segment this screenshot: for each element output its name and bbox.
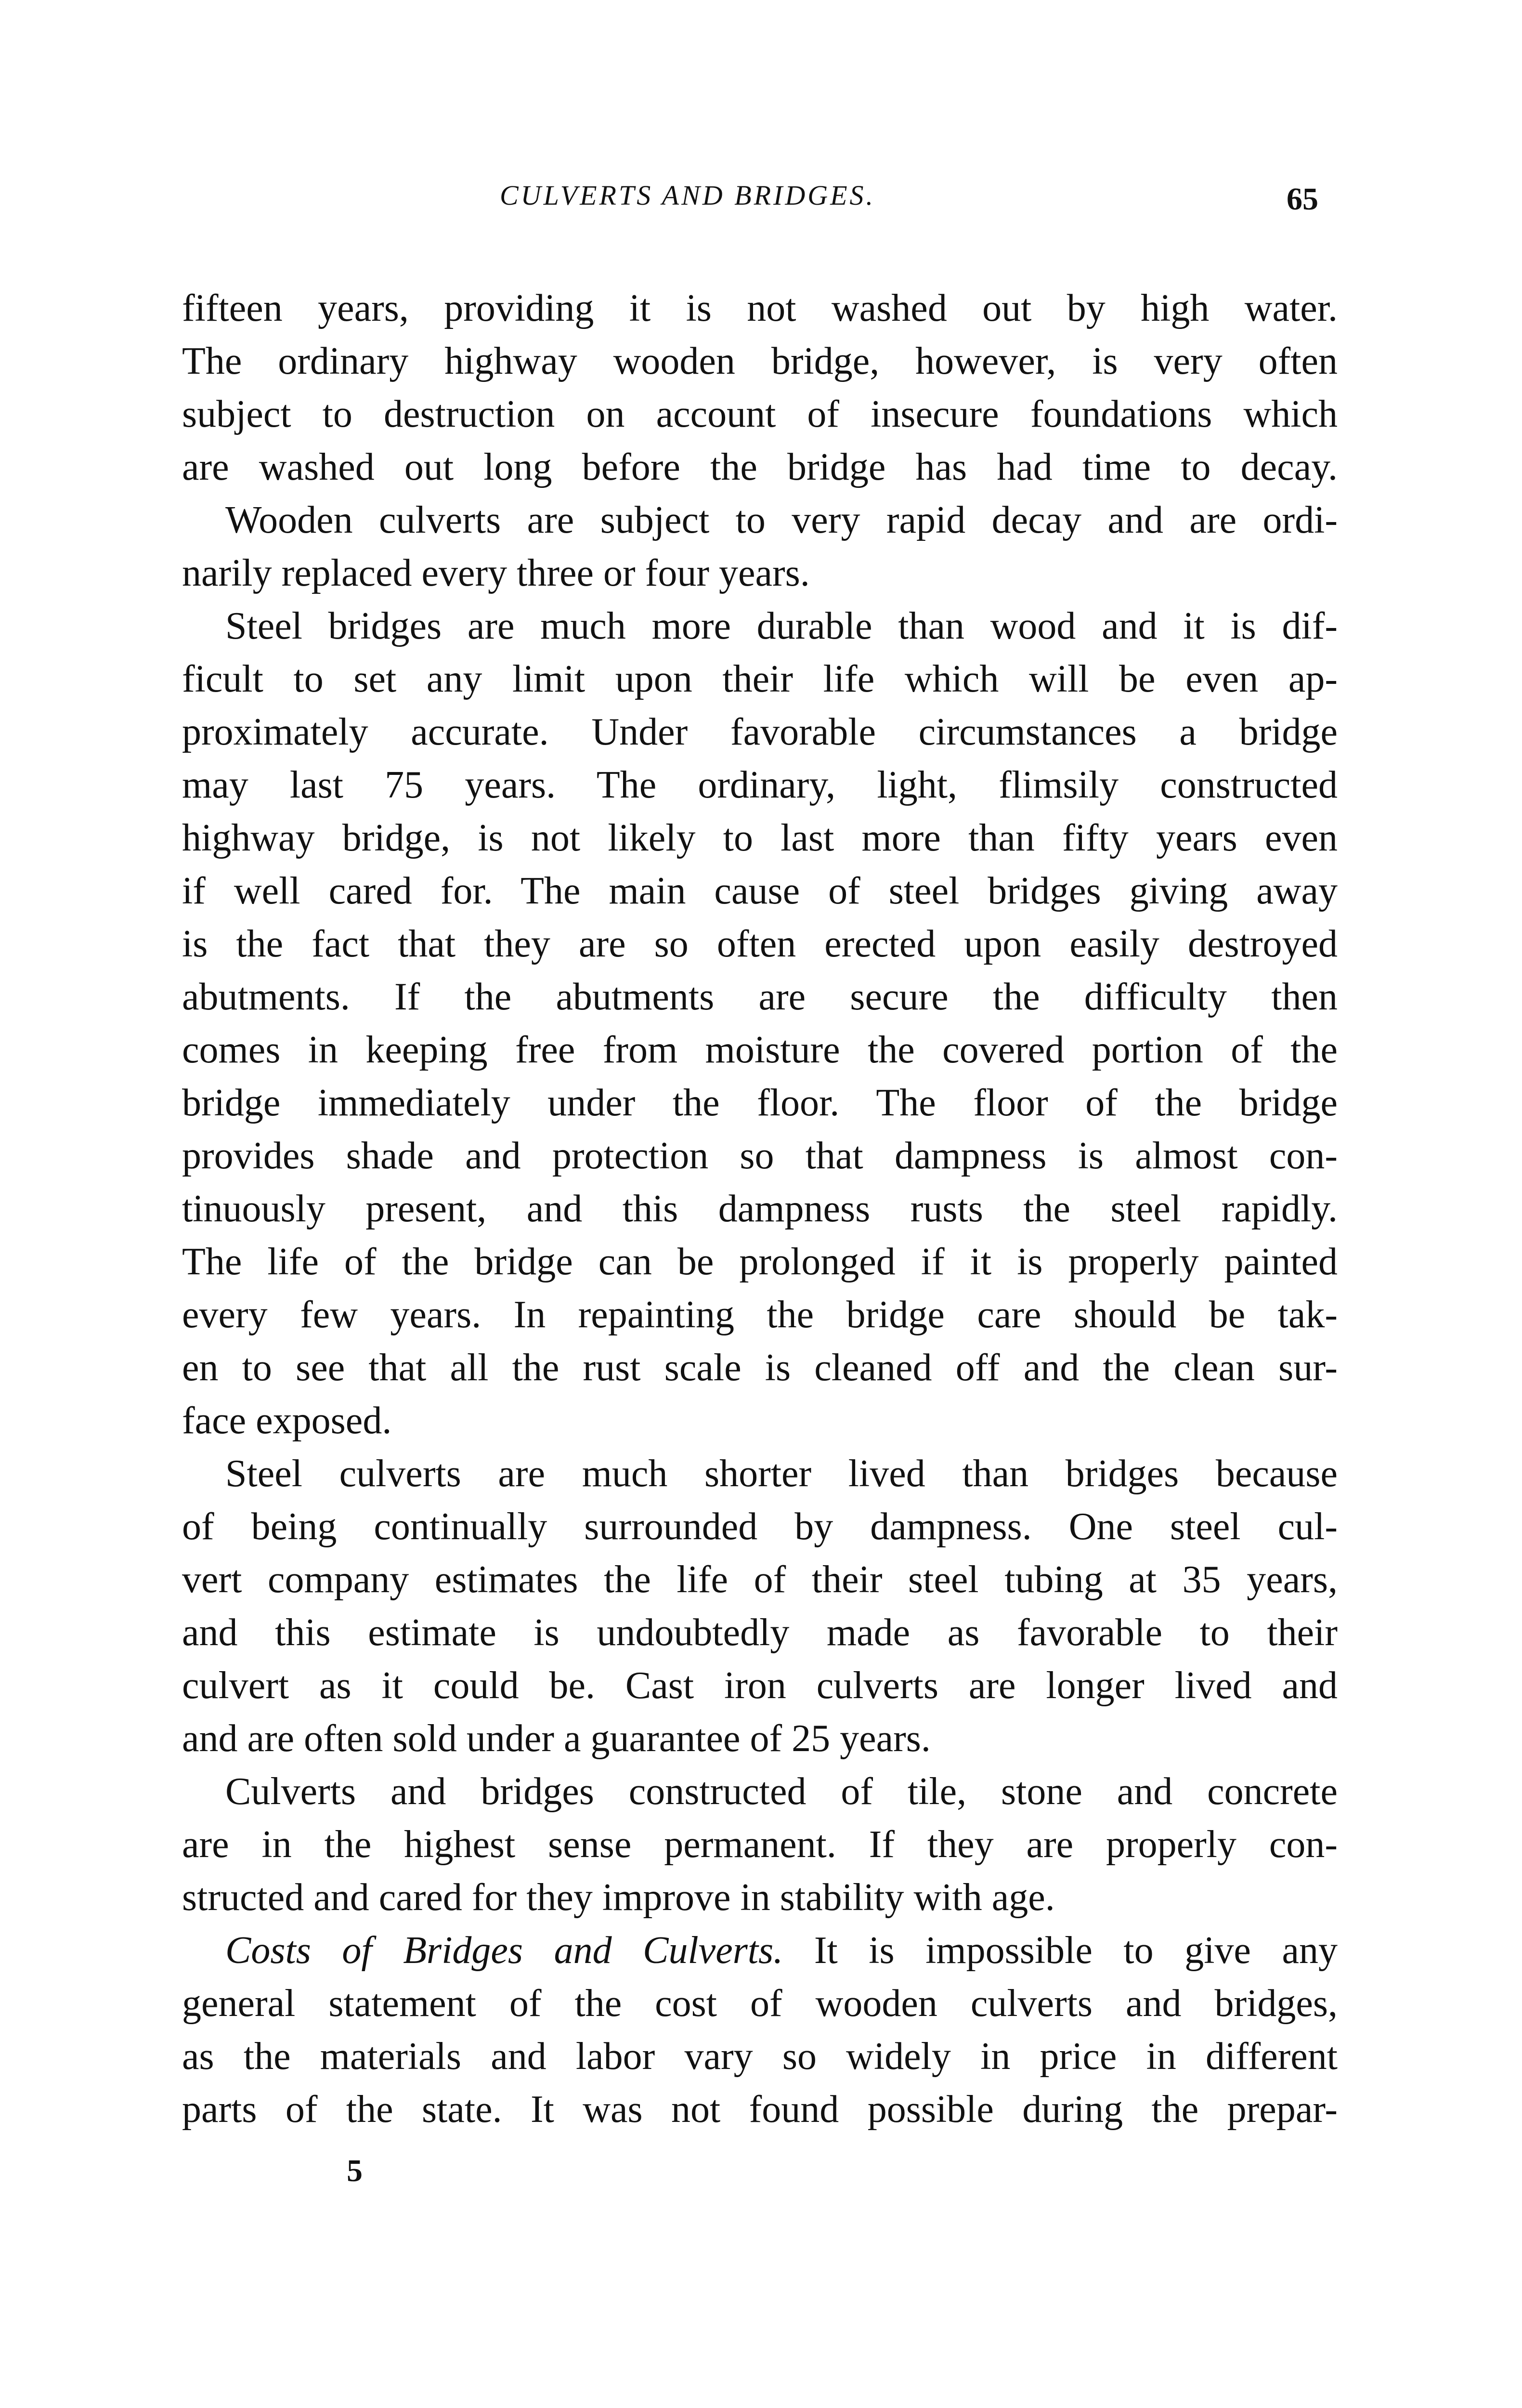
section-heading: Costs of Bridges and Culverts. — [225, 1929, 783, 1972]
text-line: and are often sold under a guarantee of 25 years. — [182, 1717, 931, 1760]
text-line: Culverts and bridges constructed of tile, stone and concrete — [225, 1770, 1338, 1813]
text-line: en to see that all the rust scale is cleaned off and the clean sur- — [182, 1347, 1338, 1389]
text-line: culvert as it could be. Cast iron culverts are longer lived and — [182, 1664, 1338, 1707]
running-title: CULVERTS AND BRIDGES. — [500, 180, 876, 211]
text-line: ficult to set any limit upon their life which will be even ap- — [182, 658, 1338, 700]
text-line: if well cared for. The main cause of steel bridges giving away — [182, 870, 1338, 912]
page-number: 65 — [1287, 182, 1318, 217]
text-line: may last 75 years. The ordinary, light, flimsily constructed — [182, 764, 1338, 806]
text-line: of being continually surrounded by dampness. One steel cul- — [182, 1505, 1338, 1548]
text-run: It is impossible to give any — [814, 1929, 1338, 1972]
text-line: parts of the state. It was not found possible during the prepar- — [182, 2088, 1338, 2131]
text-line: is the fact that they are so often erected upon easily destroyed — [182, 923, 1338, 965]
text-line: comes in keeping free from moisture the covered portion of the — [182, 1029, 1338, 1071]
text-line: provides shade and protection so that dampness is almost con- — [182, 1135, 1338, 1177]
text-line: The life of the bridge can be prolonged if it is properly painted — [182, 1241, 1338, 1283]
text-line: vert company estimates the life of their steel tubing at 35 years, — [182, 1558, 1338, 1601]
text-line: Steel culverts are much shorter lived than bridges because — [225, 1453, 1338, 1495]
text-line: abutments. If the abutments are secure the difficulty then — [182, 976, 1338, 1018]
text-line: fifteen years, providing it is not washed out by high water. — [182, 287, 1338, 329]
text-line: tinuously present, and this dampness rusts the steel rapidly. — [182, 1188, 1338, 1230]
text-line: and this estimate is undoubtedly made as favorable to their — [182, 1611, 1338, 1654]
text-line: The ordinary highway wooden bridge, however, is very often — [182, 340, 1338, 382]
text-line: as the materials and labor vary so widely in price in different — [182, 2035, 1338, 2078]
text-line: are in the highest sense permanent. If they are properly con- — [182, 1823, 1338, 1866]
text-line: subject to destruction on account of insecure foundations which — [182, 393, 1338, 435]
text-line: highway bridge, is not likely to last more than fifty years even — [182, 817, 1338, 859]
text-line: face exposed. — [182, 1400, 392, 1442]
text-line: bridge immediately under the floor. The floor of the bridge — [182, 1082, 1338, 1124]
text-line: general statement of the cost of wooden culverts and bridges, — [182, 1982, 1338, 2025]
text-line: Wooden culverts are subject to very rapid decay and are ordi- — [225, 499, 1338, 541]
text-line: Steel bridges are much more durable than wood and it is dif- — [225, 605, 1338, 647]
text-line: are washed out long before the bridge has had time to decay. — [182, 446, 1338, 488]
text-line-with-heading — [225, 1926, 1338, 1975]
text-line: every few years. In repainting the bridge care should be tak- — [182, 1294, 1338, 1336]
text-line: narily replaced every three or four years. — [182, 552, 810, 594]
text-line: structed and cared for they improve in stability with age. — [182, 1876, 1055, 1919]
text-line: proximately accurate. Under favorable circumstances a bridge — [182, 711, 1338, 753]
signature-mark: 5 — [347, 2153, 363, 2188]
